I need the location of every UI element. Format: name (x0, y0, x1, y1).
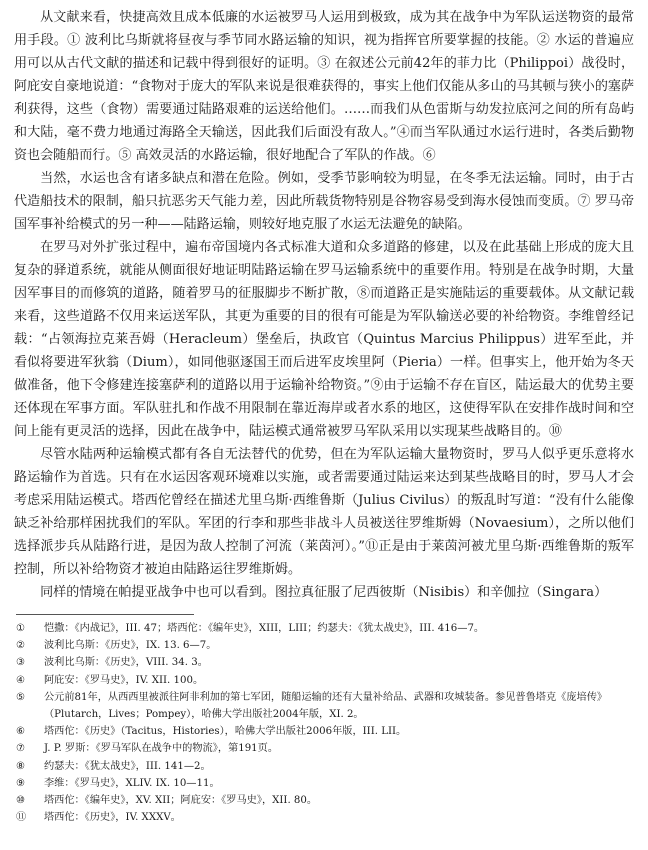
footnote-number: ② (16, 640, 26, 652)
body-text (14, 6, 634, 604)
footnote-number: ⑦ (16, 743, 26, 755)
footnote-separator (16, 614, 194, 615)
footnote-text: J. P. 罗斯：《罗马军队在战争中的物流》，第191页。 (44, 743, 279, 755)
footnote (14, 723, 634, 740)
footnote (14, 689, 634, 723)
paragraph: 同样的情境在帕提亚战争中也可以看到。图拉真征服了尼西彼斯（Nisibis）和辛伽拉（Singara） (40, 585, 608, 600)
footnote-text: 约瑟夫：《犹太战史》，III. 141—2。 (44, 760, 211, 772)
footnote (14, 740, 634, 757)
footnote-number: ⑥ (16, 726, 26, 738)
footnote-number: ⑩ (16, 795, 26, 807)
footnote-number: ⑧ (16, 760, 26, 772)
footnote (14, 672, 634, 689)
footnote-number: ③ (16, 657, 26, 669)
footnote (14, 809, 634, 826)
footnote-number: ④ (16, 674, 26, 686)
footnote-text: 波利比乌斯：《历史》，VIII. 34. 3。 (44, 657, 208, 669)
paragraph: 从文献来看，快捷高效且成本低廉的水运被罗马人运用到极致，成为其在战争中为军队运送物资的最常用手段。① 波利比乌斯就将昼夜与季节同水路运输的知识，视为指挥官所要掌握的技能。② 水运的普遍应用可以从古代文献的描述和记载中得到很好的证明。③ 在叙述公元前42年的菲力比（Philippoi）战役时，阿庇安自豪地说道：“食物对于庞大的军队来说是很难获得的，事实上他们仅能从多山的马其顿与狭小的塞萨利获得，这些（食物）需要通过陆路艰难的运送给他们。……而我们从色雷斯与幼发拉底河之间的所有岛屿和大陆，毫不费力地通过海路全天输送，因此我们后面没有敌人。”④而当军队通过水运行进时，各类后勤物资也会随船而行。⑤ 高效灵活的水路运输，很好地配合了军队的作战。⑥ (14, 10, 634, 163)
footnote-number: ⑨ (16, 777, 26, 789)
paragraph: 尽管水陆两种运输模式都有各自无法替代的优势，但在为军队运输大量物资时，罗马人似乎更乐意将水路运输作为首选。只有在水运因客观环境难以实施，或者需要通过陆运来达到某些战略目的时，罗马人才会考虑采用陆运模式。塔西佗曾经在描述尤里乌斯·西维鲁斯（Julius Civilus）的叛乱时写道：“没有什么能像缺乏补给那样困扰我们的军队。军团的行李和那些非战斗人员被送往罗维斯姆（Novaesium），之所以他们选择派步兵从陆路行进，是因为敌人控制了河流（莱茵河）。”⑪正是由于莱茵河被尤里乌斯·西维鲁斯的叛军控制，所以补给物资才被迫由陆路运往罗维斯姆。 (14, 447, 634, 577)
footnote-number: ① (16, 623, 26, 634)
footnote-text: 塔西佗：《历史》，IV. XXXV。 (44, 812, 181, 824)
footnote-text: 阿庇安：《罗马史》，IV. XII. 100。 (44, 674, 204, 686)
footnotes (14, 620, 634, 826)
footnote (14, 758, 634, 775)
footnote-text: 塔西佗：《历史》（Tacitus，Histories），哈佛大学出版社2006年版，III. LII。 (44, 726, 407, 738)
paragraph: 当然，水运也含有诸多缺点和潜在危险。例如，受季节影响较为明显，在冬季无法运输。同时，由于古代造船技术的限制，船只抗恶劣天气能力差，因此所载货物特别是谷物容易受到海水侵蚀而变质。⑦ 罗马帝国军事补给模式的另一种——陆路运输，则较好地克服了水运无法避免的缺陷。 (14, 171, 634, 232)
footnote-text: 李维：《罗马史》，XLIV. IX. 10—11。 (44, 777, 220, 789)
footnote-number: ⑤ (16, 691, 26, 703)
paragraph: 在罗马对外扩张过程中，遍布帝国境内各式标准大道和众多道路的修建，以及在此基础上形成的庞大且复杂的驿道系统，就能从侧面很好地证明陆路运输在罗马运输系统中的重要作用。特别是在战争时期，大量因军事目的而修筑的道路，随着罗马的征服脚步不断扩散，⑧而道路正是实施陆运的重要载体。从文献记载来看，这些道路不仅用来运送军队，其更为重要的目的很有可能是为军队输送必要的补给物资。李维曾经记载：“占领海拉克莱吾姆（Heracleum）堡垒后，执政官（Quintus Marcius Philippus）进军至此，并看似将要进军狄翁（Dium），如同他驱逐国王而后进军皮埃里阿（Pieria）一样。但事实上，他开始为冬天做准备，他下令修建连接塞萨利的道路以用于运输补给物资。”⑨由于运输不存在盲区，陆运最大的优势主要还体现在军事方面。军队驻扎和作战不用限制在靠近海岸或者水系的地区，这使得军队在安排作战时间和空间上能有更灵活的选择，因此在战争中，陆运模式通常被罗马军队采用以实现某些战略目的。⑩ (14, 240, 634, 439)
footnote-text: 公元前81年，从西西里被派往阿非利加的第七军团，随船运输的还有大量补给品、武器和攻城装备。参见普鲁塔克《庞培传》（Plutarch，Lives；Pompey），哈佛大学出版社2004年版，XI. 2。 (44, 691, 608, 721)
footnote-text: 波利比乌斯：《历史》，IX. 13. 6—7。 (44, 640, 217, 652)
footnote-number: ⑪ (16, 812, 27, 824)
footnote-text: 恺撒：《内战记》，III. 47；塔西佗：《编年史》，XIII，LIII；约瑟夫：《犹太战史》，III. 416—7。 (44, 623, 485, 634)
footnote-text: 塔西佗：《编年史》，XV. XII；阿庇安：《罗马史》，XII. 80。 (44, 795, 318, 807)
footnote (14, 637, 634, 654)
footnote (14, 654, 634, 671)
footnote (14, 792, 634, 809)
footnote (14, 620, 634, 637)
footnote (14, 775, 634, 792)
